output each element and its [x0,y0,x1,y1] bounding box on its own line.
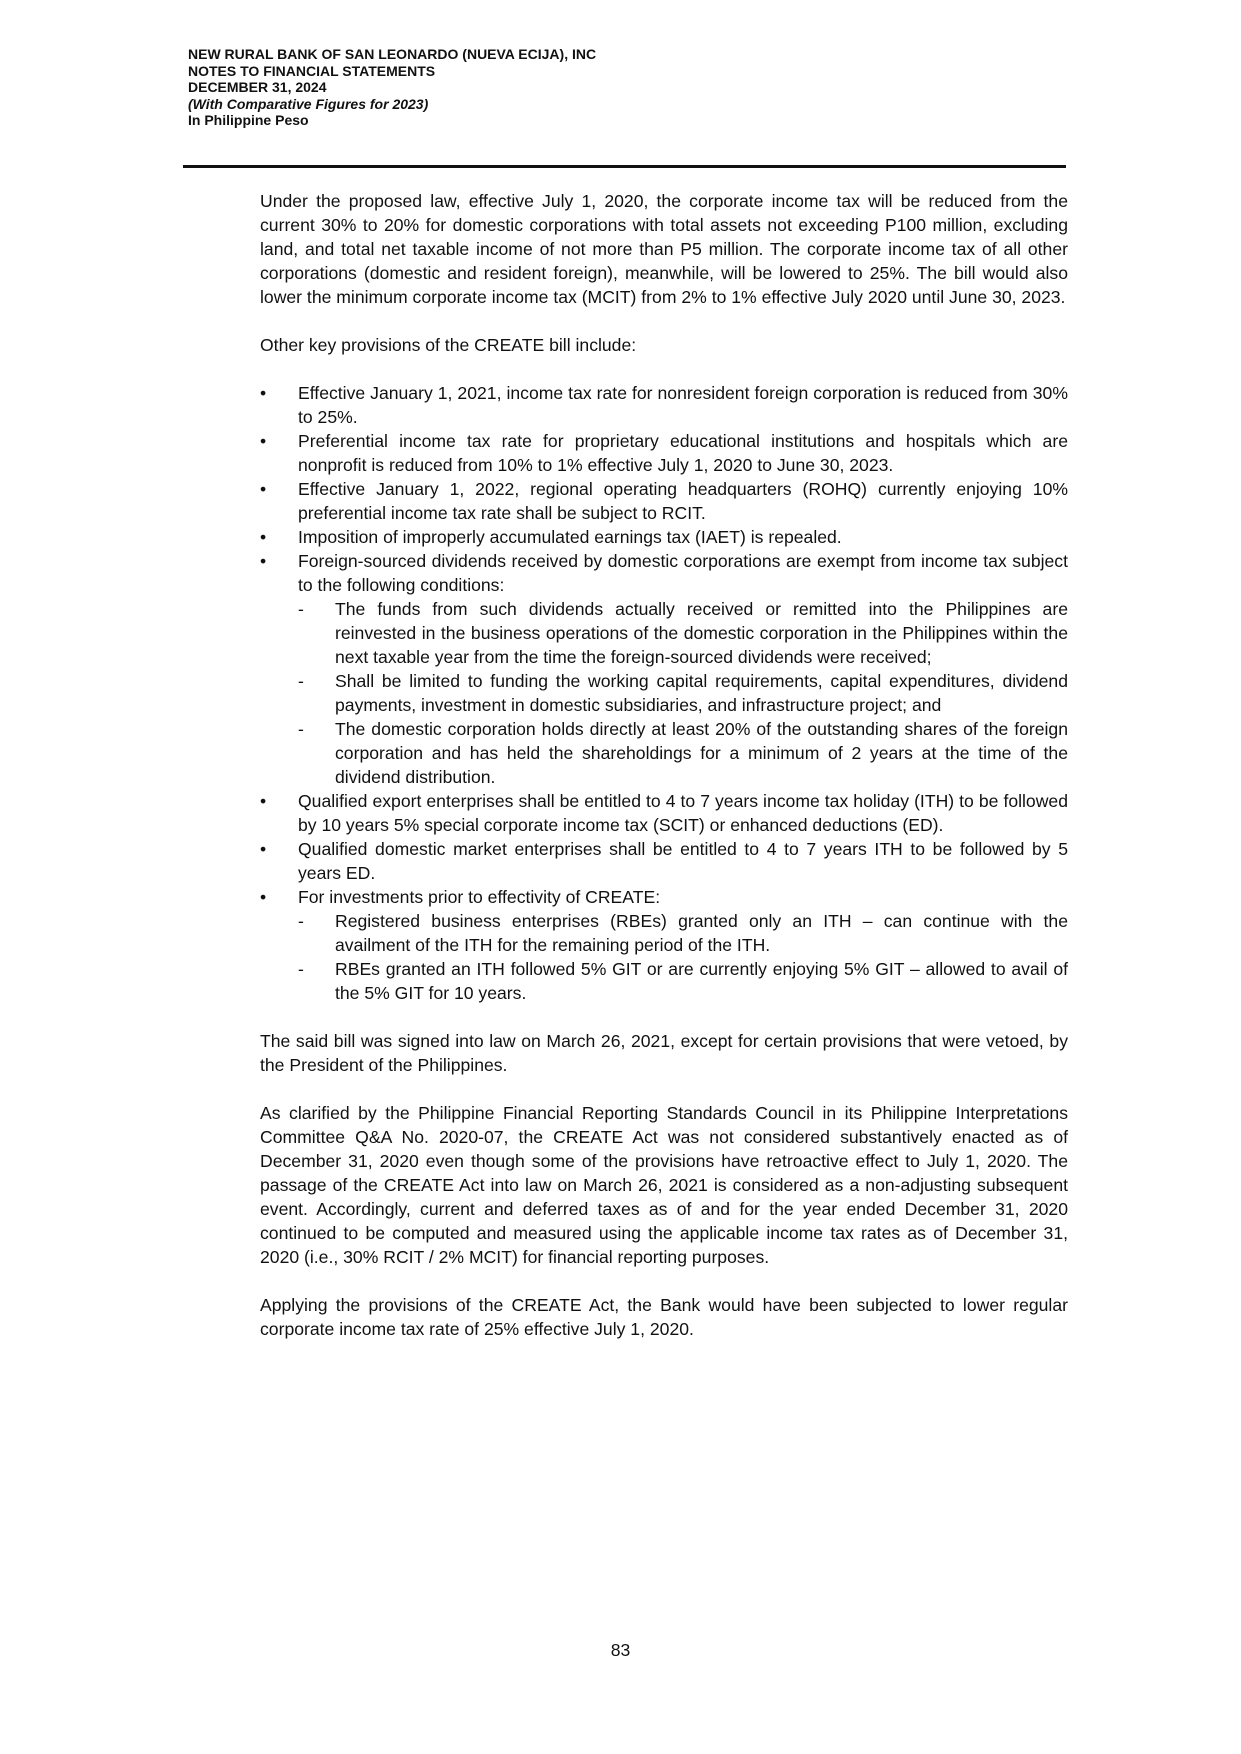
sub-list-item: - RBEs granted an ITH followed 5% GIT or are currently enjoying 5% GIT – allowed to avail of the 5% GIT for 10 years. [298,959,1068,1003]
sub-list-item: - The domestic corporation holds directly at least 20% of the outstanding shares of the foreign corporation and has held the shareholdings for a minimum of 2 years at the time of the dividend distribution. [298,719,1068,787]
conditions-list [298,597,1068,789]
bullet-icon: • [260,551,267,571]
bullet-icon: • [260,479,267,499]
provisions-list [260,381,1068,1005]
comparative-note: (With Comparative Figures for 2023) [188,95,429,112]
dash-icon: - [298,959,304,979]
applying-paragraph: Applying the provisions of the CREATE Act, the Bank would have been subjected to lower regular corporate income tax rate of 25% effective July 1, 2020. [260,1295,1068,1339]
bullet-icon: • [260,791,267,811]
sub-list-item: - Registered business enterprises (RBEs) granted only an ITH – can continue with the availment of the ITH for the remaining period of the ITH. [298,911,1068,955]
statement-title: NOTES TO FINANCIAL STATEMENTS [188,62,436,79]
sub-list-item: - The funds from such dividends actually received or remitted into the Philippines are reinvested in the business operations of the domestic corporation in the Philippines within the next taxable year from the time the foreign-sourced dividends were received; [298,599,1068,667]
bullet-icon: • [260,431,267,451]
intro-paragraph: Under the proposed law, effective July 1, 2020, the corporate income tax will be reduced from the current 30% to 20% for domestic corporations with total assets not exceeding P100 million, excluding land, and total net taxable income of not more than P5 million. The corporate income tax of all other corporations (domestic and resident foreign), meanwhile, will be lowered to 25%. The bill would also lower the minimum corporate income tax (MCIT) from 2% to 1% effective July 2020 until June 30, 2023. [260,191,1068,307]
list-item: • Foreign-sourced dividends received by domestic corporations are exempt from income tax subject to the following conditions: - The funds from such dividends actually received or remitted into the Philippines are reinvested in the business operations of the domestic corporation in the Philippines within the next taxable year from the time the foreign-sourced dividends were received; - Shall be limited to funding the working capital requirements, capital expenditures, dividend payments, investment in domestic subsidiaries, and infrastructure project; and - The domestic corporation holds directly at least 20% of the outstanding shares of the foreign corporation and has held the shareholdings for a minimum of 2 years at the time of the dividend distribution. [260,551,1068,787]
prior-investments-list [298,909,1068,1005]
list-item: • For investments prior to effectivity of CREATE: - Registered business enterprises (RBEs) granted only an ITH – can continue with the availment of the ITH for the remaining period of the ITH. - RBEs granted an ITH followed 5% GIT or are currently enjoying 5% GIT – allowed to avail of the 5% GIT for 10 years. [260,887,1068,1003]
statement-date: DECEMBER 31, 2024 [188,79,327,95]
list-item: • Qualified export enterprises shall be entitled to 4 to 7 years income tax holiday (ITH) to be followed by 10 years 5% special corporate income tax (SCIT) or enhanced deductions (ED). [260,791,1068,835]
list-item: • Imposition of improperly accumulated earnings tax (IAET) is repealed. [260,527,842,547]
bullet-icon: • [260,527,267,547]
sub-list-item: - Shall be limited to funding the working capital requirements, capital expenditures, dividend payments, investment in domestic subsidiaries, and infrastructure project; and [298,671,1068,715]
clarification-paragraph: As clarified by the Philippine Financial Reporting Standards Council in its Philippine Interpretations Committee Q&A No. 2020-07, the CREATE Act was not considered substantively enacted as of December 31, 2020 even though some of the provisions have retroactive effect to July 1, 2020. The passage of the CREATE Act into law on March 26, 2021 is considered as a non-adjusting subsequent event. Accordingly, current and deferred taxes as of and for the year ended December 31, 2020 continued to be computed and measured using the applicable income tax rates as of December 31, 2020 (i.e., 30% RCIT / 2% MCIT) for financial reporting purposes. [260,1103,1068,1267]
header-divider [183,165,1066,168]
document-body [260,189,1068,1341]
company-name: NEW RURAL BANK OF SAN LEONARDO (NUEVA ECIJA), INC [188,46,597,62]
document-header [188,46,596,129]
bullet-icon: • [260,887,267,907]
list-item: • Effective January 1, 2022, regional operating headquarters (ROHQ) currently enjoying 10% preferential income tax rate shall be subject to RCIT. [260,479,1068,523]
dash-icon: - [298,719,304,739]
dash-icon: - [298,599,304,619]
dash-icon: - [298,911,304,931]
dash-icon: - [298,671,304,691]
bullet-icon: • [260,383,267,403]
signed-paragraph: The said bill was signed into law on March 26, 2021, except for certain provisions that were vetoed, by the President of the Philippines. [260,1031,1068,1075]
bullet-icon: • [260,839,267,859]
currency-note: In Philippine Peso [188,112,309,128]
page-number: 83 [610,1640,631,1660]
provisions-intro: Other key provisions of the CREATE bill include: [260,335,637,355]
list-item: • Preferential income tax rate for proprietary educational institutions and hospitals which are nonprofit is reduced from 10% to 1% effective July 1, 2020 to June 30, 2023. [260,431,1068,475]
list-item: • Qualified domestic market enterprises shall be entitled to 4 to 7 years ITH to be followed by 5 years ED. [260,839,1068,883]
list-item: • Effective January 1, 2021, income tax rate for nonresident foreign corporation is reduced from 30% to 25%. [260,383,1068,427]
